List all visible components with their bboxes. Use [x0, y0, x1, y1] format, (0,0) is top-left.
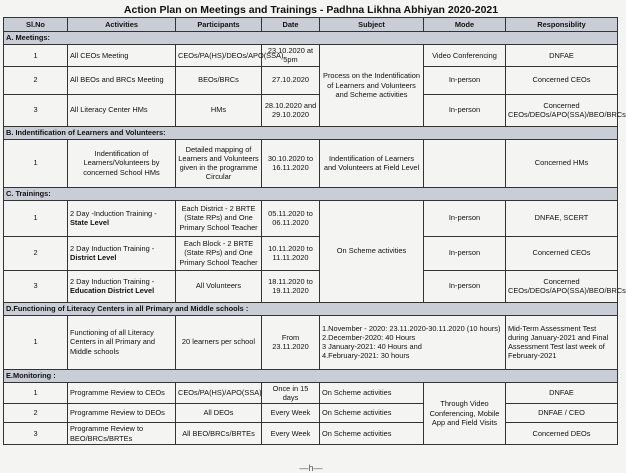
- cell-subject: On Scheme activities: [320, 423, 424, 445]
- section-row-functioning: [4, 302, 618, 315]
- activity-text: 2 Day Induction Training -: [70, 243, 155, 253]
- cell-participants: Each Block - 2 BRTE (State RPs) and One Primary School Teacher: [176, 236, 262, 270]
- cell-mode: In-person: [424, 236, 506, 270]
- schedule-line: 2.December-2020: 40 Hours: [322, 332, 416, 342]
- cell-date: From 23.11.2020: [262, 315, 320, 369]
- cell-mode: In-person: [424, 66, 506, 94]
- page-title: Action Plan on Meetings and Trainings - Padhna Likhna Abhiyan 2020-2021: [123, 4, 499, 16]
- section-row-trainings: [4, 187, 618, 200]
- header-mode: Mode: [424, 18, 506, 32]
- cell-subject: On Scheme activities: [320, 404, 424, 423]
- cell-participants: Each District - 2 BRTE (State RPs) and One Primary School Teacher: [176, 200, 262, 236]
- table-row: [4, 45, 618, 67]
- table-row: [4, 139, 618, 187]
- cell-participants: Detailed mapping of Learners and Volunteers given in the programme Circular: [176, 139, 262, 187]
- table-row: [4, 423, 618, 445]
- cell-slno: 2: [4, 66, 68, 94]
- action-plan-table: [3, 17, 626, 445]
- activity-level: District Level: [70, 253, 117, 262]
- cell-slno: 2: [4, 404, 68, 423]
- cell-slno: 3: [4, 423, 68, 445]
- cell-participants: CEOs/PA(HS)/APO(SSA): [176, 382, 262, 404]
- cell-subject: On Scheme activities: [320, 382, 424, 404]
- table-row: [4, 94, 618, 126]
- cell-activity: All CEOs Meeting: [68, 45, 176, 67]
- section-title: C. Trainings:: [4, 187, 618, 200]
- cell-slno: 1: [4, 315, 68, 369]
- cell-slno: 1: [4, 382, 68, 404]
- activity-text: 2 Day -Induction Training -: [70, 208, 157, 218]
- cell-responsibility: DNFAE: [506, 382, 618, 404]
- cell-mode: In-person: [424, 94, 506, 126]
- cell-date: 10.11.2020 to 11.11.2020: [262, 236, 320, 270]
- cell-mode: In-person: [424, 270, 506, 302]
- cell-responsibility: Concerned CEOs/DEOs/APO(SSA)/BEO/BRCs: [506, 270, 618, 302]
- activity-text: 2 Day Induction Training -: [70, 276, 155, 286]
- table-row: [4, 200, 618, 236]
- cell-activity: [68, 236, 176, 270]
- cell-date: 05.11.2020 to 06.11.2020: [262, 200, 320, 236]
- schedule-line: 1.November - 2020: 23.11.2020-30.11.2020 (10 hours): [322, 323, 501, 333]
- cell-activity: Programme Review to BEO/BRCs/BRTEs: [68, 423, 176, 445]
- table-row: [4, 382, 618, 404]
- cell-slno: 3: [4, 270, 68, 302]
- cell-participants: All BEO/BRCs/BRTEs: [176, 423, 262, 445]
- cell-date: Every Week: [262, 423, 320, 445]
- header-participants: Participants: [176, 18, 262, 32]
- cell-participants: HMs: [176, 94, 262, 126]
- section-title: B. Indentification of Learners and Volunteers:: [4, 126, 618, 139]
- table-row: [4, 315, 618, 369]
- cell-subject: Indentification of Learners and Volunteers at Field Level: [320, 139, 424, 187]
- header-slno: Sl.No: [4, 18, 68, 32]
- cell-slno: 3: [4, 94, 68, 126]
- activity-level: State Level: [70, 218, 110, 227]
- page-number: —h—: [299, 463, 323, 473]
- cell-date: Once in 15 days: [262, 382, 320, 404]
- cell-date: 18.11.2020 to 19.11.2020: [262, 270, 320, 302]
- cell-activity: Programme Review to DEOs: [68, 404, 176, 423]
- cell-responsibility: Concerned HMs: [506, 139, 618, 187]
- cell-date: Every Week: [262, 404, 320, 423]
- cell-slno: 2: [4, 236, 68, 270]
- header-subject: Subject: [320, 18, 424, 32]
- cell-mode: In-person: [424, 200, 506, 236]
- cell-participants: BEOs/BRCs: [176, 66, 262, 94]
- section-row-meetings: [4, 32, 618, 45]
- cell-responsibility: Concerned CEOs: [506, 236, 618, 270]
- schedule-line: 3 January-2021: 40 Hours and: [322, 342, 422, 351]
- cell-participants: All Volunteers: [176, 270, 262, 302]
- cell-responsibility: DNFAE, SCERT: [506, 200, 618, 236]
- cell-date: 30.10.2020 to 16.11.2020: [262, 139, 320, 187]
- cell-mode: Video Conferencing: [424, 45, 506, 67]
- header-date: Date: [262, 18, 320, 32]
- cell-participants: All DEOs: [176, 404, 262, 423]
- cell-subject: Process on the Indentification of Learners and Volunteers and Scheme activities: [320, 45, 424, 127]
- cell-slno: 1: [4, 200, 68, 236]
- cell-responsibility: Concerned CEOs/DEOs/APO(SSA)/BEO/BRCs: [506, 94, 618, 126]
- cell-responsibility: Mid-Term Assessment Test during January-2021 and Final Assessment Test last week of February-2021: [506, 315, 618, 369]
- cell-date: 28.10.2020 and 29.10.2020: [262, 94, 320, 126]
- cell-slno: 1: [4, 45, 68, 67]
- cell-activity: Functioning of all Literacy Centers in all Primary and Middle schools: [68, 315, 176, 369]
- cell-activity: All Literacy Center HMs: [68, 94, 176, 126]
- cell-responsibility: DNFAE / CEO: [506, 404, 618, 423]
- section-row-identification: [4, 126, 618, 139]
- cell-mode: [424, 139, 506, 187]
- header-row: [4, 18, 618, 32]
- cell-responsibility: Concerned DEOs: [506, 423, 618, 445]
- cell-participants: 20 learners per school: [176, 315, 262, 369]
- cell-responsibility: DNFAE: [506, 45, 618, 67]
- cell-activity: [68, 200, 176, 236]
- cell-activity: Programme Review to CEOs: [68, 382, 176, 404]
- cell-date: 27.10.2020: [262, 66, 320, 94]
- cell-activity: All BEOs and BRCs Meeting: [68, 66, 176, 94]
- section-title: D.Functioning of Literacy Centers in all Primary and Middle schools :: [4, 302, 618, 315]
- cell-schedule: [320, 315, 506, 369]
- header-responsibility: Responsiblity: [506, 18, 618, 32]
- cell-mode: Through Video Conferencing, Mobile App and Field Visits: [424, 382, 506, 445]
- section-title: A. Meetings:: [4, 32, 618, 45]
- table-row: [4, 404, 618, 423]
- cell-activity: [68, 270, 176, 302]
- cell-date: 23.10.2020 at 5pm: [262, 45, 320, 67]
- cell-responsibility: Concerned CEOs: [506, 66, 618, 94]
- table-row: [4, 66, 618, 94]
- section-row-monitoring: [4, 369, 618, 382]
- cell-participants: CEOs/PA(HS)/DEOs/APO(SSA): [176, 45, 262, 67]
- header-activities: Activities: [68, 18, 176, 32]
- table-row: [4, 270, 618, 302]
- cell-subject: On Scheme activities: [320, 200, 424, 302]
- cell-slno: 1: [4, 139, 68, 187]
- section-title: E.Monitoring :: [4, 369, 618, 382]
- activity-level: Education District Level: [70, 286, 155, 295]
- schedule-line: 4.February-2021: 30 hours: [322, 351, 410, 361]
- cell-activity: Indentification of Learners/Volunteers by concerned School HMs: [68, 139, 176, 187]
- table-row: [4, 236, 618, 270]
